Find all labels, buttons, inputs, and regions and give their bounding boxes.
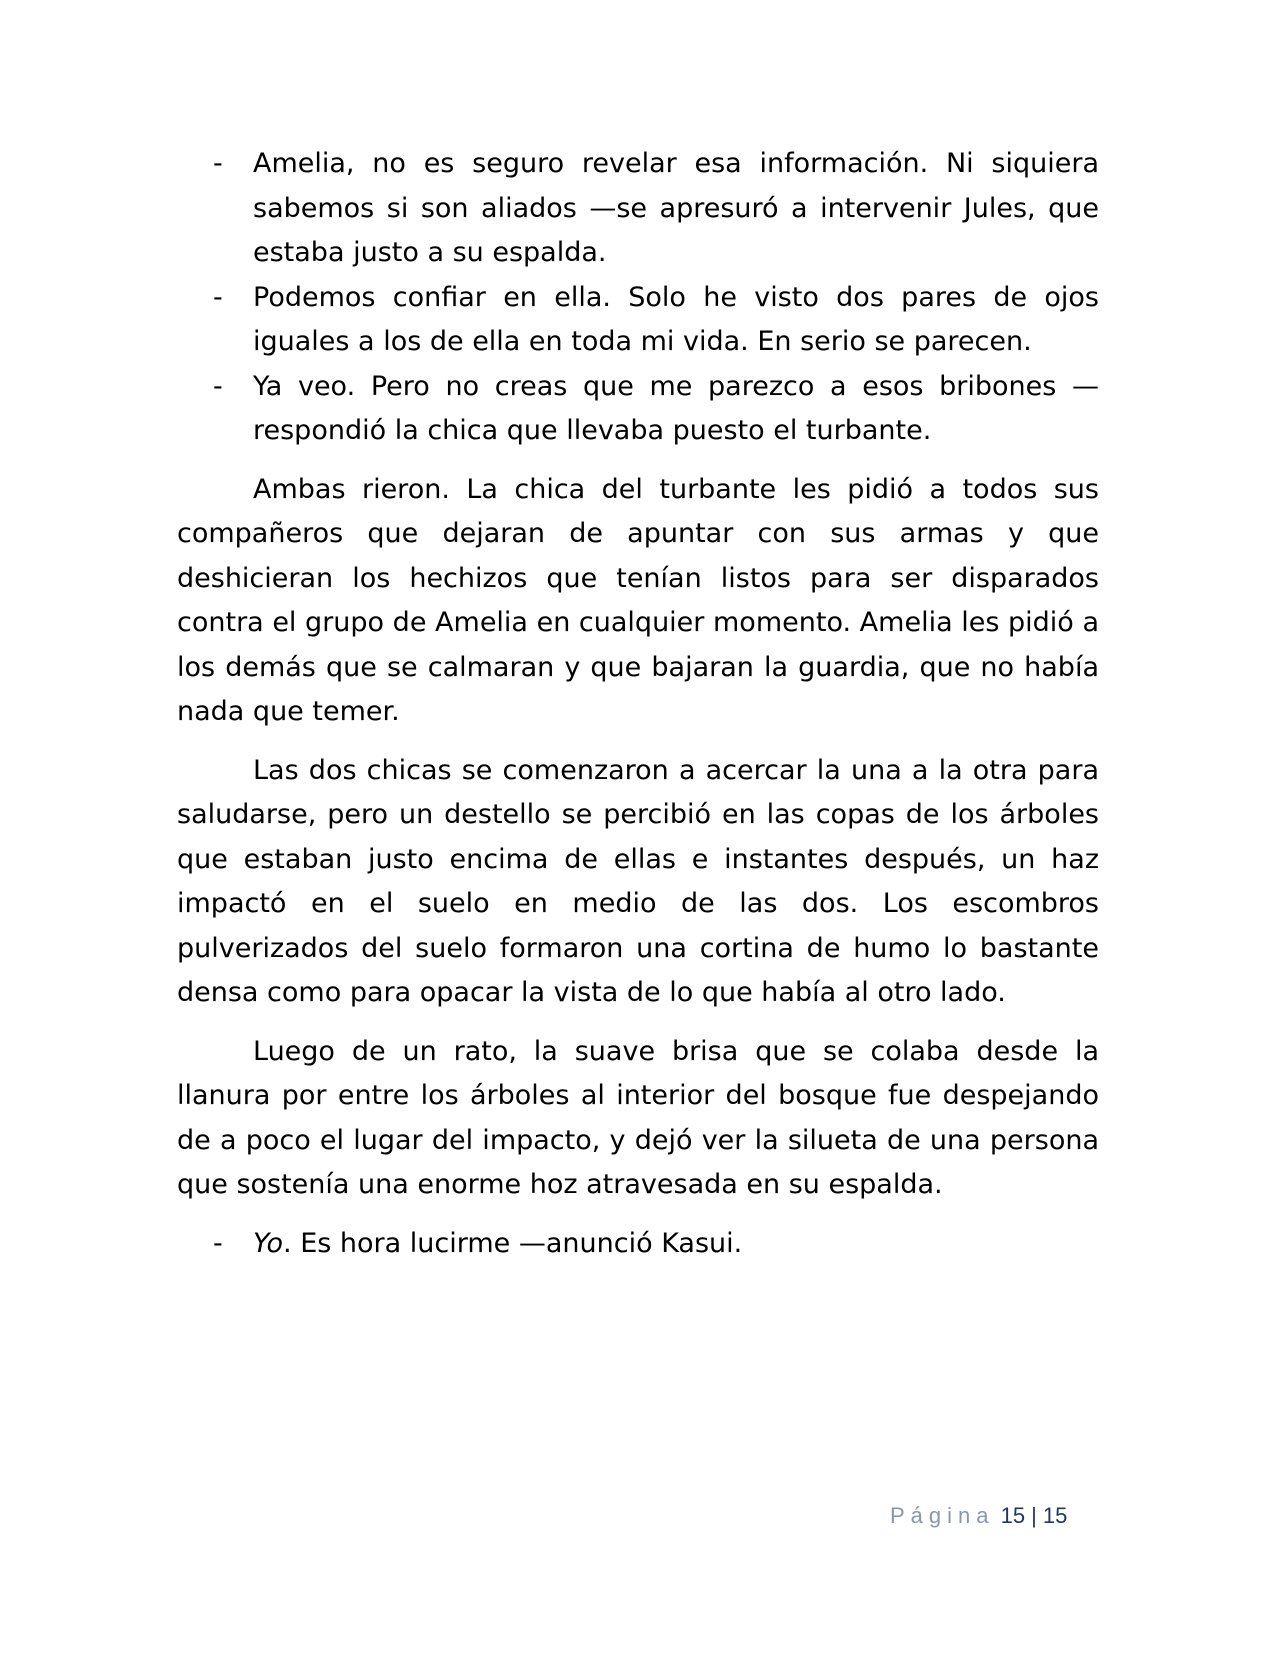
text-body xyxy=(177,142,1099,1266)
paragraph: Las dos chicas se comenzaron a acercar la una a la otra para saludarse, pero un destello se percibió en las copas de los árboles que estaban justo encima de ellas e instantes después, un haz impactó en el suelo en medio de las dos. Los escombros pulverizados del suelo formaron una cortina de humo lo bastante densa como para opacar la vista de lo que había al otro lado. xyxy=(177,754,1099,1008)
dialogue-line xyxy=(177,276,1099,365)
dialogue-line xyxy=(177,142,1099,276)
page-label: Página xyxy=(890,1503,995,1528)
paragraph: Luego de un rato, la suave brisa que se colaba desde la llanura por entre los árboles al interior del bosque fue despejando de a poco el lugar del impacto, y dejó ver la silueta de una persona que sostenía una enorme hoz atravesada en su espalda. xyxy=(177,1035,1099,1200)
dialogue-italic-word: Yo xyxy=(253,1227,284,1259)
paragraph: Ambas rieron. La chica del turbante les pidió a todos sus compañeros que dejaran de apuntar con sus armas y que deshicieran los hechizos que tenían listos para ser disparados contra el grupo de Amelia en cualquier momento. Amelia les pidió a los demás que se calmaran y que bajaran la guardia, que no había nada que temer. xyxy=(177,473,1099,727)
page-number: 15 xyxy=(1000,1503,1026,1528)
dialogue-dash: - xyxy=(213,370,223,402)
dialogue-line xyxy=(177,365,1099,454)
total-pages: 15 xyxy=(1042,1503,1068,1528)
dialogue-text: Podemos confiar en ella. Solo he visto dos pares de ojos iguales a los de ella en toda mi vida. En serio se parecen. xyxy=(253,281,1099,357)
paragraph-gap xyxy=(177,1208,1099,1222)
paragraph-gap xyxy=(177,1016,1099,1030)
page-separator: | xyxy=(1031,1503,1037,1528)
dialogue-dash: - xyxy=(213,148,223,179)
dialogue-text: Ya veo. Pero no creas que me parezco a esos bribones —respondió la chica que llevaba puesto el turbante. xyxy=(253,370,1099,446)
paragraph-gap xyxy=(177,454,1099,468)
dialogue-dash: - xyxy=(213,1227,223,1259)
dialogue-text: Amelia, no es seguro revelar esa información. Ni siquiera sabemos si son aliados —se apresuró a intervenir Jules, que estaba justo a su espalda. xyxy=(253,148,1099,268)
page-footer xyxy=(890,1501,1067,1531)
dialogue-line xyxy=(177,1222,1099,1267)
paragraph-gap xyxy=(177,735,1099,749)
dialogue-text: . Es hora lucirme —anunció Kasui. xyxy=(283,1227,743,1259)
dialogue-dash: - xyxy=(213,281,223,313)
